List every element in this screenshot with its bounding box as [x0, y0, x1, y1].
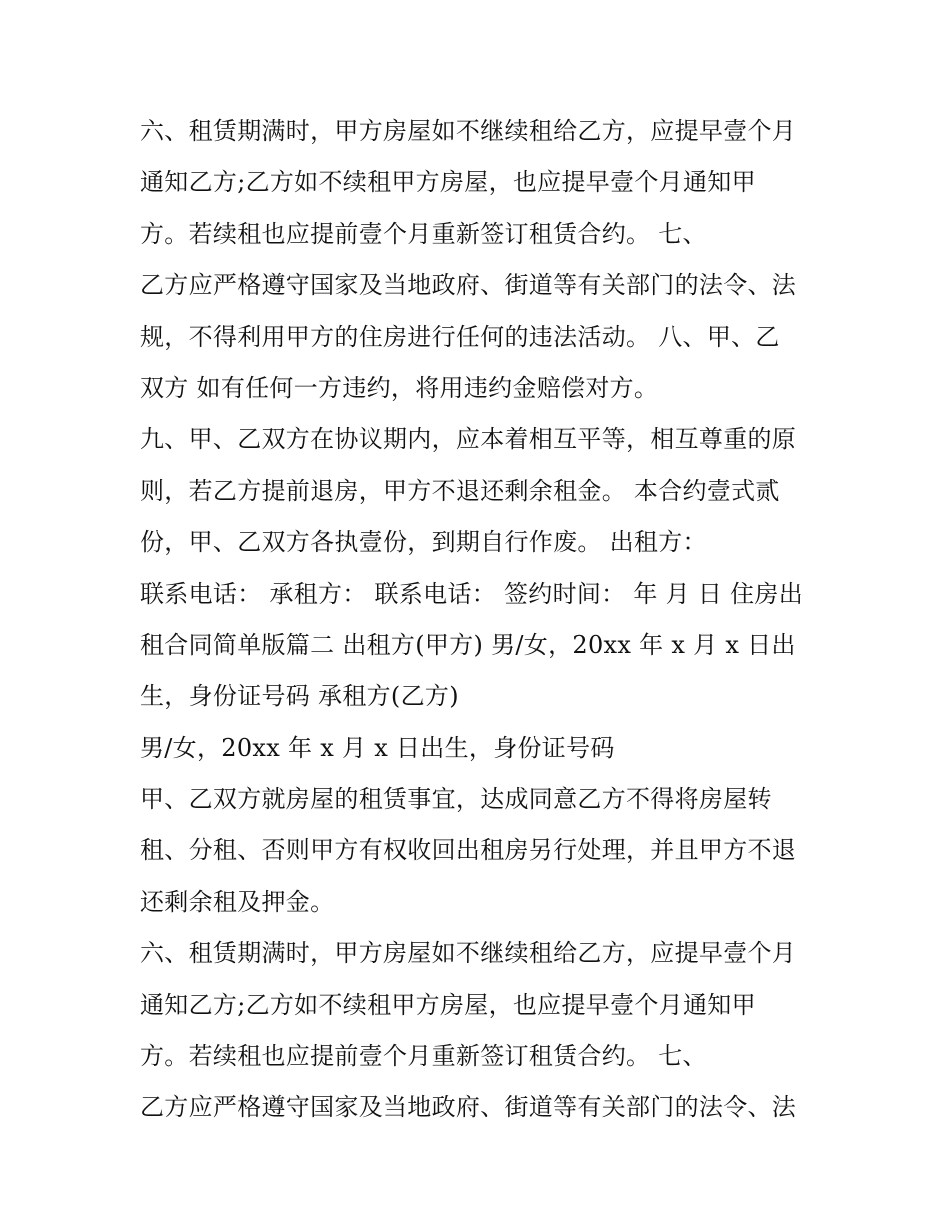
text-line: 通知乙方;乙方如不续租甲方房屋，也应提早壹个月通知甲 [140, 990, 756, 1019]
text-line: 乙方应严格遵守国家及当地政府、街道等有关部门的法令、法 [140, 271, 797, 300]
text-line: 双方 如有任何一方违约，将用违约金赔偿对方。 [140, 373, 659, 402]
text-line: 份，甲、乙双方各执壹份，到期自行作废。 出租方： [140, 528, 707, 557]
text-line: 男/女，20xx 年 x 月 x 日出生，身份证号码 [140, 733, 615, 762]
text-line: 通知乙方;乙方如不续租甲方房屋，也应提早壹个月通知甲 [140, 168, 756, 197]
text-line: 六、租赁期满时，甲方房屋如不继续租给乙方，应提早壹个月 [140, 117, 797, 145]
text-line: 甲、乙双方就房屋的租赁事宜，达成同意乙方不得将房屋转 [140, 785, 772, 814]
document-body [140, 106, 840, 1134]
text-line: 则，若乙方提前退房，甲方不退还剩余租金。 本合约壹式贰 [140, 476, 780, 505]
text-line: 方。若续租也应提前壹个月重新签订租赁合约。 七、 [140, 1042, 707, 1071]
text-line: 乙方应严格遵守国家及当地政府、街道等有关部门的法令、法 [140, 1093, 797, 1122]
text-line: 租、分租、否则甲方有权收回出租房另行处理，并且甲方不退 [140, 836, 797, 865]
text-line: 六、租赁期满时，甲方房屋如不继续租给乙方，应提早壹个月 [140, 939, 797, 968]
text-line: 规，不得利用甲方的住房进行任何的违法活动。 八、甲、乙 [140, 322, 780, 351]
text-line: 生，身份证号码 承租方(乙方) [140, 682, 459, 711]
text-line: 方。若续租也应提前壹个月重新签订租赁合约。 七、 [140, 219, 707, 248]
text-line: 联系电话： 承租方： 联系电话： 签约时间： 年 月 日 住房出 [140, 579, 804, 608]
text-line: 租合同简单版篇二 出租方(甲方) 男/女，20xx 年 x 月 x 日出 [140, 630, 796, 659]
text-line: 还剩余租及押金。 [140, 887, 335, 916]
text-line: 九、甲、乙双方在协议期内，应本着相互平等，相互尊重的原 [140, 425, 797, 454]
